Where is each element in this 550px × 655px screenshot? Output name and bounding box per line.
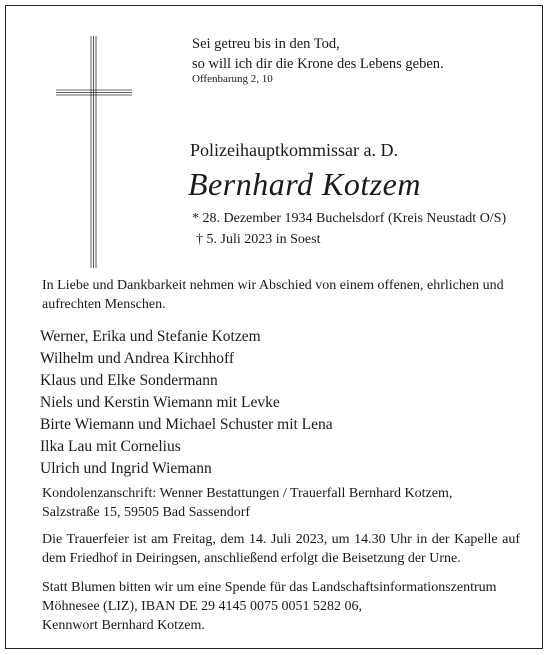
condolence-line-2: Salzstraße 15, 59505 Bad Sassendorf — [42, 505, 251, 520]
deceased-name: Bernhard Kotzem — [188, 166, 421, 202]
condolence-line-1: Kondolenzanschrift: Wenner Bestattungen / Trauerfall Bernhard Kotzem, — [42, 486, 453, 501]
death-date: † 5. Juli 2023 in Soest — [196, 232, 321, 247]
family-member: Klaus und Elke Sondermann — [40, 372, 218, 389]
verse-line-2: so will ich dir die Krone des Lebens geben. — [192, 56, 444, 72]
cross-icon — [54, 34, 134, 270]
donation-line-2: Möhnesee (LIZ), IBAN DE 29 4145 0075 0051 5282 06, — [42, 599, 363, 614]
family-member: Werner, Erika und Stefanie Kotzem — [40, 328, 261, 345]
condolence-address — [42, 484, 522, 522]
birth-date: * 28. Dezember 1934 Buchelsdorf (Kreis Neustadt O/S) — [192, 211, 507, 226]
family-member: Birte Wiemann und Michael Schuster mit Lena — [40, 416, 333, 433]
family-member: Niels und Kerstin Wiemann mit Levke — [40, 394, 280, 411]
ceremony-info: Die Trauerfeier ist am Freitag, dem 14. Juli 2023, um 14.30 Uhr in der Kapelle auf dem Friedhof in Deiringsen, anschließend erfolgt die Beisetzung der Urne. — [42, 532, 520, 566]
verse-reference: Offenbarung 2, 10 — [192, 73, 273, 85]
family-list — [40, 326, 333, 480]
donation-line-1: Statt Blumen bitten wir um eine Spende für das Landschaftsinformationszentrum — [42, 580, 497, 595]
family-member: Wilhelm und Andrea Kirchhoff — [40, 350, 235, 367]
donation-info — [42, 578, 524, 635]
donation-line-3: Kennwort Bernhard Kotzem. — [42, 618, 205, 633]
deceased-rank: Polizeihauptkommissar a. D. — [190, 140, 398, 160]
verse-line-1: Sei getreu bis in den Tod, — [192, 36, 340, 52]
bible-verse — [192, 34, 444, 86]
family-member: Ilka Lau mit Cornelius — [40, 438, 181, 455]
family-member: Ulrich und Ingrid Wiemann — [40, 460, 212, 477]
intro-text: In Liebe und Dankbarkeit nehmen wir Abschied von einem offenen, ehrlichen und aufrechten Menschen. — [42, 278, 504, 312]
